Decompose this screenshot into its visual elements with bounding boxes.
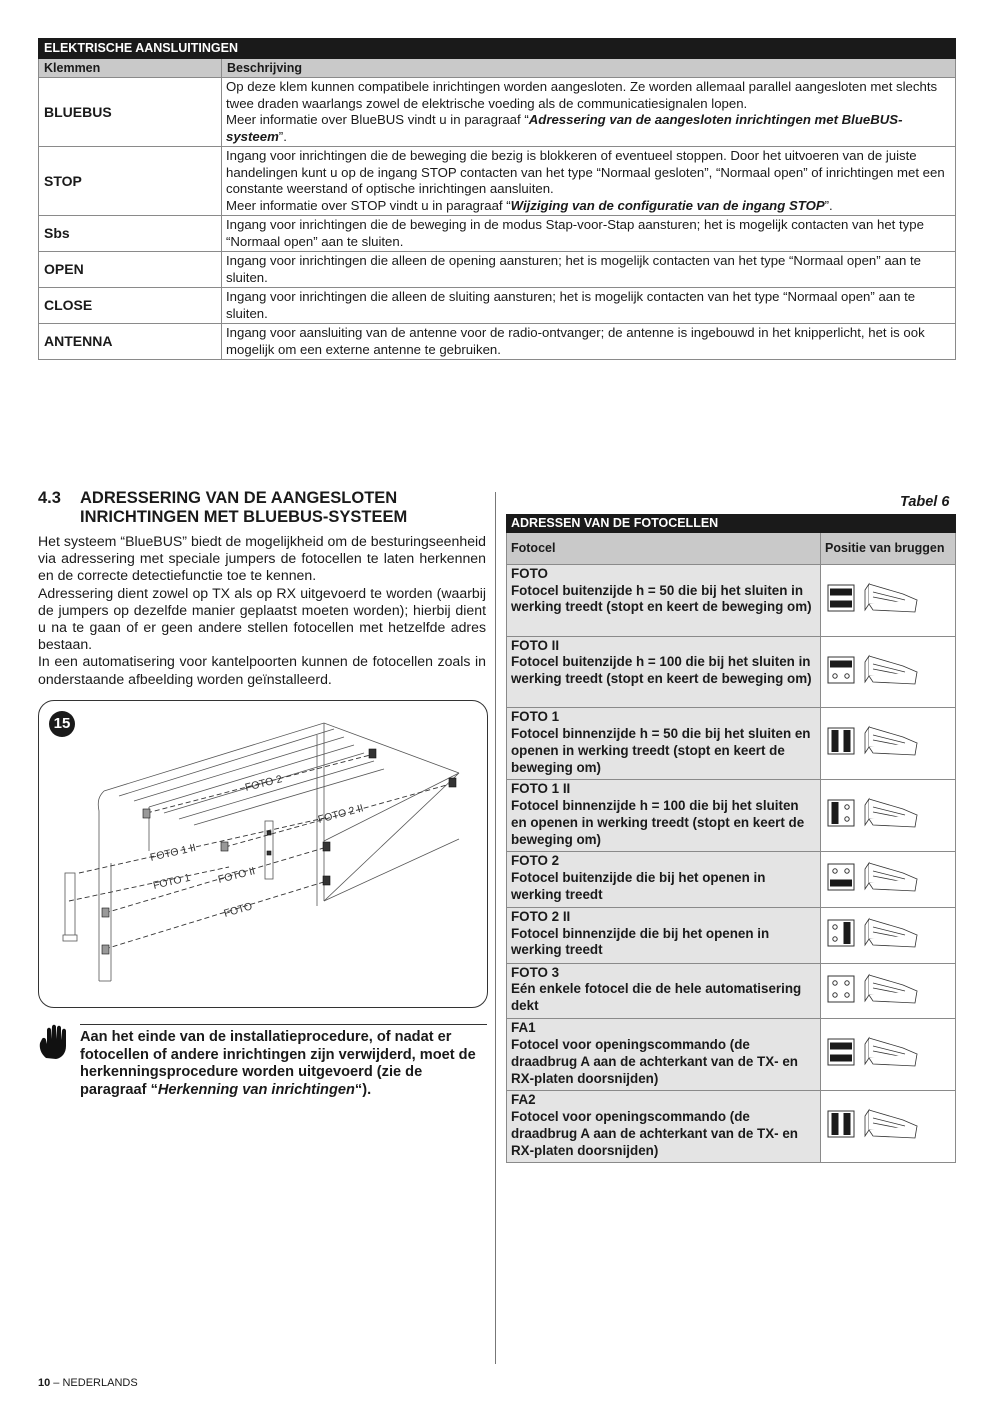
page-footer bbox=[38, 1377, 138, 1389]
beam-label-foto1ii: FOTO 1 II bbox=[148, 841, 197, 864]
jumper-diagram bbox=[821, 565, 956, 631]
address-table-title: ADRESSEN VAN DE FOTOCELLEN bbox=[507, 515, 956, 533]
photocell-name: FA2 bbox=[511, 1092, 536, 1108]
table-row bbox=[507, 780, 956, 852]
board-sketch bbox=[865, 656, 917, 684]
board-sketch bbox=[865, 1110, 917, 1138]
section-number: 4.3 bbox=[38, 489, 61, 507]
photocell-description: Fotocel binnenzijde h = 50 die bij het sluiten en openen in werking treedt (stopt en keert de beweging om) bbox=[511, 726, 811, 775]
photocell-cell bbox=[507, 780, 821, 852]
photocell-description: Fotocel binnenzijde h = 100 die bij het sluiten en openen in werking treedt (stopt en keert de beweging om) bbox=[511, 797, 805, 847]
terminal-description: Ingang voor inrichtingen die alleen de sluiting aansturen; het is mogelijk contacten van het type “Normaal open” aan te sluiten. bbox=[222, 288, 956, 324]
table-row bbox=[507, 963, 956, 1019]
description-text: ”. bbox=[278, 128, 287, 144]
photocell-name: FA1 bbox=[511, 1020, 536, 1036]
photocell-cell bbox=[507, 851, 821, 907]
figure-photocell-layout bbox=[38, 700, 488, 1008]
jumper-cell bbox=[821, 963, 956, 1019]
terminal-name: BLUEBUS bbox=[39, 78, 222, 147]
hand-stop-icon bbox=[38, 1024, 72, 1060]
photocell-name: FOTO 2 bbox=[511, 852, 560, 868]
jumper-diagram bbox=[821, 780, 956, 846]
board-sketch bbox=[865, 975, 917, 1003]
jumper-block bbox=[828, 976, 854, 1002]
table-caption: Tabel 6 bbox=[900, 494, 950, 510]
description-text: ”. bbox=[824, 197, 833, 213]
jumper-diagram bbox=[821, 908, 956, 958]
col-header-description: Beschrijving bbox=[222, 58, 956, 78]
photocell-name: FOTO 1 II bbox=[511, 781, 571, 797]
photocell-description: Eén enkele fotocel die de hele automatisering dekt bbox=[511, 981, 802, 1014]
section-body bbox=[38, 533, 486, 688]
jumper-diagram bbox=[821, 1019, 956, 1085]
section-title: ADRESSERING VAN DE AANGESLOTEN INRICHTINGEN MET BLUEBUS-SYSTEEM bbox=[80, 489, 408, 526]
paragraph: Het systeem “BlueBUS” biedt de mogelijkheid om de besturingseenheid via adressering met speciale jumpers de fotocellen te laten herkennen en de correcte detectiefunctie toe te kennen. bbox=[38, 533, 486, 584]
table-row bbox=[507, 907, 956, 963]
board-sketch bbox=[865, 919, 917, 947]
photocell-description: Fotocel voor openingscommando (de draadbrug A aan de achterkant van de TX- en RX-platen doorsnijden) bbox=[511, 1108, 798, 1158]
description-text: Op deze klem kunnen compatibele inrichtingen worden aangesloten. Ze worden allemaal parallel aangesloten met slechts twee draden waarlangs zowel de elektrische voeding als de communicatiesignalen lopen. bbox=[226, 79, 938, 111]
warning-text: Aan het einde van de installatieprocedure, of nadat er fotocellen of andere inrichtingen zijn verwijderd, moet de herkenningsprocedure worden uitgevoerd (zie de paragraaf “ bbox=[80, 1029, 476, 1098]
terminal-description: Ingang voor inrichtingen die alleen de opening aansturen; het is mogelijk contacten van het type “Normaal open” aan te sluiten. bbox=[222, 252, 956, 288]
photocell-description: Fotocel buitenzijde die bij het openen in werking treedt bbox=[511, 869, 766, 902]
reference-link: Adressering van de aangesloten inrichtingen met BlueBUS-systeem bbox=[226, 112, 903, 144]
table-row bbox=[507, 564, 956, 636]
beam-label-foto: FOTO bbox=[222, 900, 254, 920]
table-row bbox=[39, 147, 956, 216]
description-text: Meer informatie over STOP vindt u in paragraaf “ bbox=[226, 197, 511, 213]
jumper-block bbox=[828, 657, 854, 683]
warning-note bbox=[80, 1029, 488, 1099]
photocell-description: Fotocel voor openingscommando (de draadbrug A aan de achterkant van de TX- en RX-platen doorsnijden) bbox=[511, 1037, 798, 1086]
jumper-cell bbox=[821, 907, 956, 963]
photocell-description: Fotocel buitenzijde h = 50 die bij het sluiten in werking treedt (stopt en keert de beweging om) bbox=[511, 582, 812, 615]
photocell-cell bbox=[507, 1091, 821, 1163]
terminal-description bbox=[222, 147, 956, 216]
jumper-cell bbox=[821, 636, 956, 708]
garage-door-illustration bbox=[39, 701, 487, 1007]
terminal-name: Sbs bbox=[39, 216, 222, 252]
jumper-cell bbox=[821, 564, 956, 636]
beam-label-fotoii: FOTO II bbox=[216, 865, 257, 886]
warning-rule bbox=[80, 1024, 487, 1025]
jumper-cell bbox=[821, 1091, 956, 1163]
photocell-name: FOTO II bbox=[511, 637, 560, 653]
photocell-description: Fotocel binnenzijde die bij het openen in werking treedt bbox=[511, 925, 770, 958]
jumper-cell bbox=[821, 1019, 956, 1091]
jumper-diagram bbox=[821, 852, 956, 902]
warning-text: “). bbox=[354, 1081, 372, 1098]
table-row bbox=[507, 1019, 956, 1091]
jumper-block bbox=[828, 1039, 854, 1065]
table-row bbox=[39, 288, 956, 324]
table-row bbox=[507, 851, 956, 907]
connections-table-title: ELEKTRISCHE AANSLUITINGEN bbox=[39, 39, 956, 59]
board-sketch bbox=[865, 727, 917, 755]
col-header-photocell: Fotocel bbox=[507, 532, 821, 564]
photocell-description: Fotocel buitenzijde h = 100 die bij het sluiten in werking treedt (stopt en keert de beweging om) bbox=[511, 654, 812, 687]
jumper-block bbox=[828, 585, 854, 611]
jumper-block bbox=[828, 728, 854, 754]
reference-link: Wijziging van de configuratie van de ingang STOP bbox=[510, 197, 825, 213]
photocell-cell bbox=[507, 636, 821, 708]
photocell-name: FOTO 2 II bbox=[511, 908, 571, 924]
jumper-diagram bbox=[821, 637, 956, 703]
jumper-block bbox=[828, 1111, 854, 1137]
figure-number: 15 bbox=[49, 711, 75, 737]
photocell-address-table bbox=[506, 514, 956, 1163]
photocell-name: FOTO 1 bbox=[511, 709, 560, 725]
jumper-block bbox=[828, 864, 854, 890]
board-sketch bbox=[865, 799, 917, 827]
photocell-cell bbox=[507, 1019, 821, 1091]
terminal-name: CLOSE bbox=[39, 288, 222, 324]
table-row bbox=[507, 1091, 956, 1163]
terminal-name: STOP bbox=[39, 147, 222, 216]
jumper-cell bbox=[821, 851, 956, 907]
photocell-cell bbox=[507, 708, 821, 780]
jumper-cell bbox=[821, 708, 956, 780]
terminal-description: Ingang voor inrichtingen die de beweging in de modus Stap-voor-Stap aansturen; het is mogelijk contacten van het type “Normaal open” aan te sluiten. bbox=[222, 216, 956, 252]
footer-language: – NEDERLANDS bbox=[50, 1377, 138, 1389]
connections-table bbox=[38, 38, 956, 360]
photocell-cell bbox=[507, 564, 821, 636]
photocell-name: FOTO 3 bbox=[511, 964, 560, 980]
board-sketch bbox=[865, 584, 917, 612]
terminal-name: ANTENNA bbox=[39, 324, 222, 360]
terminal-name: OPEN bbox=[39, 252, 222, 288]
photocell-cell bbox=[507, 907, 821, 963]
photocell-name: FOTO bbox=[511, 565, 548, 581]
photocell-cell bbox=[507, 963, 821, 1019]
page-number: 10 bbox=[38, 1377, 51, 1389]
jumper-diagram bbox=[821, 708, 956, 774]
jumper-block bbox=[828, 920, 854, 946]
table-row bbox=[39, 78, 956, 147]
col-header-terminals: Klemmen bbox=[39, 58, 222, 78]
table-row bbox=[507, 636, 956, 708]
description-text: Ingang voor inrichtingen die de beweging die bezig is blokkeren of eventueel stoppen. Door het uitvoeren van de juiste handelingen kunt u op de ingang STOP contacten van het type “Normaal gesloten”, “Normaal open” of inrichtingen met een constante weerstand of optische inrichtingen aansluiten. bbox=[226, 148, 945, 196]
col-header-jumper-position: Positie van bruggen bbox=[821, 532, 956, 564]
terminal-description bbox=[222, 78, 956, 147]
jumper-block bbox=[828, 800, 854, 826]
terminal-description: Ingang voor aansluiting van de antenne voor de radio-ontvanger; de antenne is ingebouwd in het knipperlicht, het is ook mogelijk om een externe antenne te gebruiken. bbox=[222, 324, 956, 360]
jumper-cell bbox=[821, 780, 956, 852]
warning-reference: Herkenning van inrichtingen bbox=[157, 1081, 355, 1098]
table-row bbox=[507, 708, 956, 780]
paragraph: Adressering dient zowel op TX als op RX uitgevoerd te worden (waarbij de jumpers op dezelfde manier geplaatst moeten worden); hierbij dient u na te gaan of er geen andere stellen fotocellen met hetzelfde adres bestaan. bbox=[38, 584, 486, 653]
description-text: Meer informatie over BlueBUS vindt u in paragraaf “ bbox=[226, 112, 529, 127]
table-row bbox=[39, 324, 956, 360]
table-row bbox=[39, 216, 956, 252]
table-row bbox=[39, 252, 956, 288]
beam-label-foto2ii: FOTO 2 II bbox=[316, 802, 365, 826]
beam-label-foto1: FOTO 1 bbox=[151, 871, 192, 892]
jumper-diagram bbox=[821, 964, 956, 1014]
column-divider bbox=[495, 492, 496, 1364]
board-sketch bbox=[865, 1038, 917, 1066]
jumper-diagram bbox=[821, 1091, 956, 1157]
beam-label-foto2: FOTO 2 bbox=[243, 773, 284, 794]
paragraph: In een automatisering voor kantelpoorten kunnen de fotocellen zoals in onderstaande afbeelding worden geïnstalleerd. bbox=[38, 653, 486, 687]
board-sketch bbox=[865, 863, 917, 891]
